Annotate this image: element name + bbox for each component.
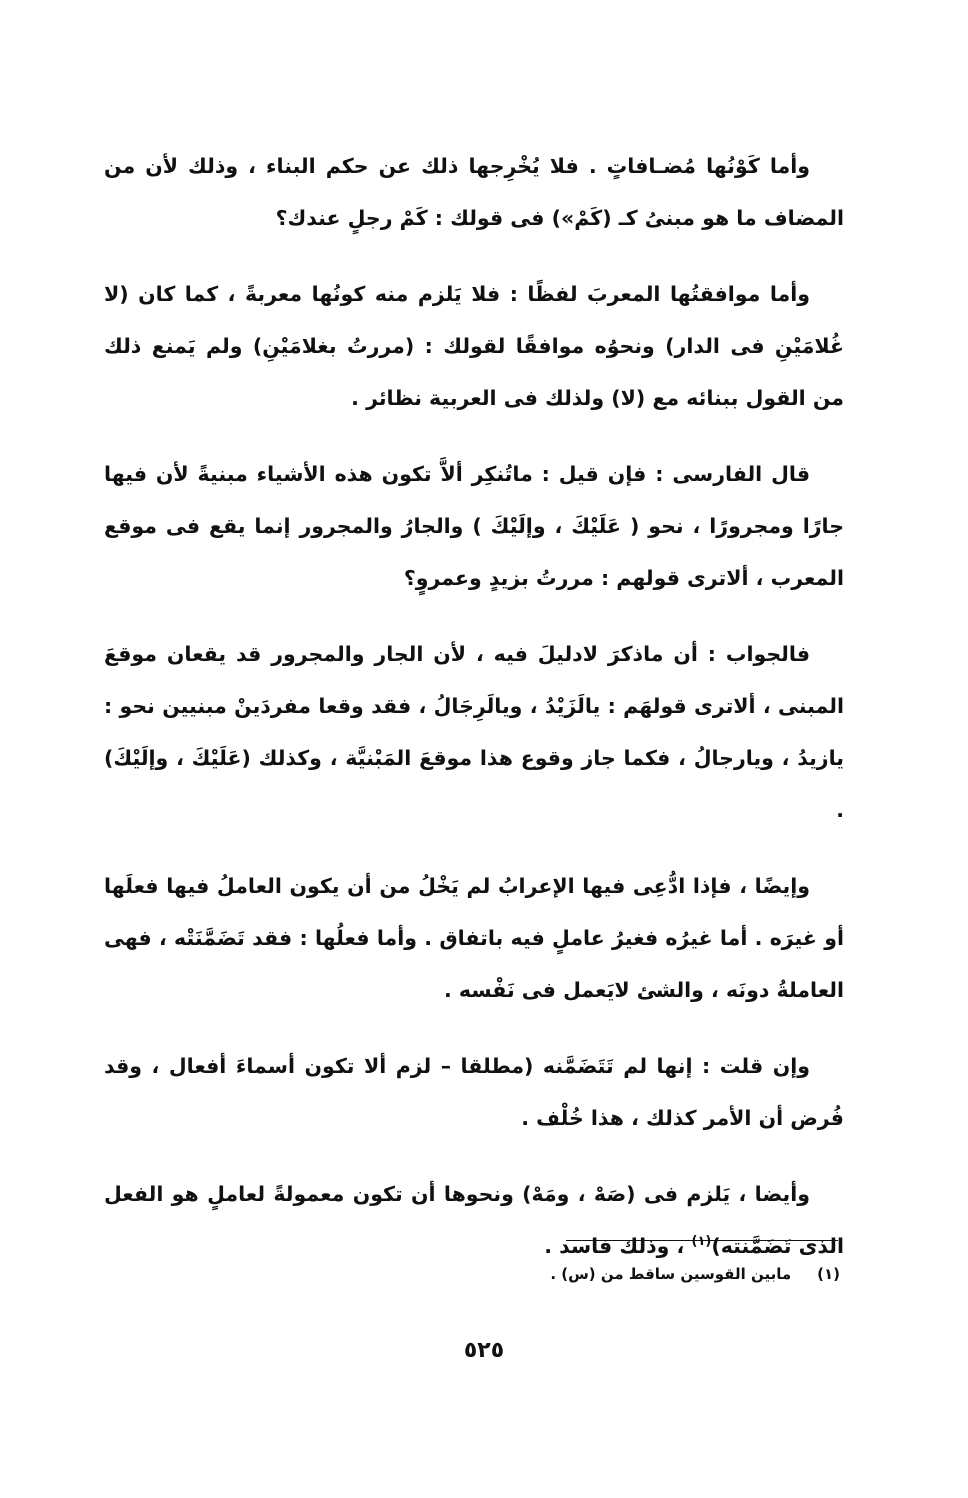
footnote xyxy=(480,1262,840,1286)
footnote-text: مابين القوسين ساقط من (س) . xyxy=(550,1265,792,1283)
paragraph-7-body: وأيضا ، يَلزم فى (صَهْ ، ومَهْ) ونحوها أن تكون معمولةً لعاملٍ هو الفعل الذى تَضَمَّنته) xyxy=(104,1182,844,1258)
footnote-reference: (١) xyxy=(691,1234,712,1250)
page-number: ٥٢٥ xyxy=(463,1338,505,1363)
paragraph-2: وأما موافقتُها المعربَ لفظًا : فلا يَلزم منه كونُها معربةً ، كما كان (لا غُلامَيْنِ فى الدار) ونحوُه موافقًا لقولك : (مررتُ بغلامَيْنِ) ولم يَمنع ذلك من القول ببنائه مع (لا) ولذلك فى العربية نظائر . xyxy=(104,282,844,410)
paragraph-1: وأما كَوْنُها مُضـافاتٍ . فلا يُخْرِجها ذلك عن حكم البناء ، وذلك لأن من المضاف ما هو مبنىُ كـ (كَمْ») فى قولك : كَمْ رجلٍ عندك؟ xyxy=(104,154,844,230)
footnote-divider xyxy=(566,1240,838,1241)
paragraph-5: وإيضًا ، فإذا ادُّعِى فيها الإعرابُ لم يَخْلُ من أن يكون العاملُ فيها فعلَها أو غيرَه . أما غيرُه فغيرُ عاملٍ فيه باتفاق . وأما فعلُها : فقد تَضَمَّنَتْه ، فهى العاملةُ دونَه ، والشئ لايَعمل فى نَفْسه . xyxy=(104,874,844,1002)
paragraph-6: وإن قلت : إنها لم تَتَضَمَّنه (مطلقا – لزم ألا تكون أسماءَ أفعال ، وقد فُرض أن الأمر كذلك ، هذا خُلْف . xyxy=(104,1054,844,1130)
paragraph-3: قال الفارسى : فإن قيل : ماتُنكِر ألاَّ تكون هذه الأشياء مبنيةً لأن فيها جارًا ومجرورًا ، نحو ( عَلَيْكَ ، وإلَيْكَ ) والجارُ والمجرور إنما يقع فى موقع المعرب ، ألاترى قولهم : مررتُ بزيدٍ وعمروٍ؟ xyxy=(104,462,844,590)
footnote-marker: (١) xyxy=(817,1265,840,1283)
paragraph-7 xyxy=(104,1168,844,1272)
main-text xyxy=(104,140,844,1272)
paragraph-4: فالجواب : أن ماذكرَ لادليلَ فيه ، لأن الجار والمجرور قد يقعان موقعَ المبنى ، ألاترى قولهَم : يالَزَيْدُ ، ويالَرِجَالُ ، فقد وقعا مفردَينْ مبنيين نحو : يازيدُ ، ويارجالُ ، فكما جاز وقوع هذا موقعَ المَبْنيَّة ، وكذلك (عَلَيْكَ ، وإلَيْكَ) . xyxy=(104,642,844,822)
paragraph-7-tail: ، وذلك فاسد . xyxy=(544,1234,692,1258)
